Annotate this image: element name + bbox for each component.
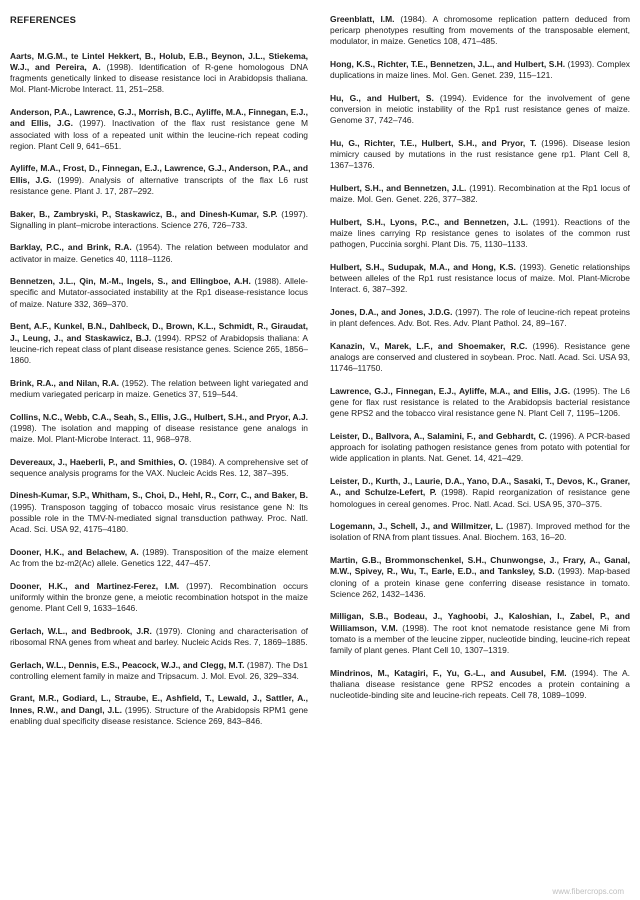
reference-details: (1991). Reactions of the maize lines carrying Rp resistance genes to isolates of the common rust pathogen, Puccinia sorghi. Plant Dis. 75, 1130–1133. [330,217,630,250]
reference-authors: Baker, B., Zambryski, P., Staskawicz, B., and Dinesh-Kumar, S.P. [10,208,278,219]
reference-authors: Barklay, P.C., and Brink, R.A. [10,242,132,253]
reference-authors: Milligan, S.B., Bodeau, J., Yaghoobi, J., Kaloshian, I., Zabel, P., and Williamson, V.M. [330,611,630,633]
reference-details: (1999). Analysis of alternative transcripts of the flax L6 rust resistance gene. Plant J. 17, 287–292. [10,174,308,196]
reference-authors: Martin, G.B., Brommonschenkel, S.H., Chunwongse, J., Frary, A., Ganal, M.W., Spivey, R., Wu, T., Earle, E.D., and Tanksley, S.D. [330,555,630,577]
reference-entry [330,217,630,250]
reference-details: (1979). Cloning and characterisation of ribosomal RNA genes from wheat and barley. Nucleic Acids Res. 7, 1869–1885. [10,625,308,647]
reference-details: (1954). The relation between modulator and activator in maize. Genetics 40, 1118–1126. [10,242,308,264]
reference-details: (1993). Genetic relationships between alleles of the Rp1 rust resistance locus of maize. Mol. Plant-Microbe Interact. 6, 387–392. [330,262,631,295]
reference-entry [10,581,308,614]
reference-entry [10,693,308,726]
reference-entry [10,107,308,152]
reference-entry [330,476,630,509]
reference-authors: Hulbert, S.H., and Bennetzen, J.L. [330,183,467,194]
reference-entry [10,51,308,96]
reference-details: (1994). RPS2 of Arabidopsis thaliana: A leucine-rich repeat class of plant disease resistance genes. Science 265, 1856–1860. [10,332,308,365]
reference-entry [330,14,630,47]
reference-entry [10,163,308,196]
reference-details: (1993). Complex duplications in maize lines. Mol. Gen. Genet. 239, 115–121. [330,59,630,81]
right-column [330,14,630,900]
reference-details: (1997). Inactivation of the flax rust resistance gene M associated with loss of a repeated unit within the leucine-rich repeat coding region. Plant Cell 9, 641–651. [10,118,308,151]
reference-entry [10,490,308,535]
reference-details: (1996). A PCR-based approach for isolating pathogen resistance genes from potato with potential for wide application in plants. Nat. Genet. 14, 421–429. [330,431,630,464]
reference-details: (1996). Resistance gene analogs are conserved and clustered in soybean. Proc. Natl. Acad. Sci. USA 93, 11746–11750. [330,341,630,374]
reference-entry [330,386,630,419]
reference-entry [330,93,630,126]
watermark-text: www.fibercrops.com [552,887,624,896]
reference-authors: Kanazin, V., Marek, L.F., and Shoemaker, R.C. [330,341,528,352]
reference-entry [10,412,308,445]
references-heading: REFERENCES [10,14,77,25]
reference-authors: Jones, D.A., and Jones, J.D.G. [330,307,453,318]
reference-details: (1995). Transposon tagging of tobacco mosaic virus resistance gene N: Its possible role in the TMV-N-mediated signal transduction pathway. Proc. Natl. Acad. Sci. USA 92, 4175–4180. [10,501,308,534]
reference-entry [10,378,308,400]
reference-authors: Leister, D., Kurth, J., Laurie, D.A., Yano, D.A., Sasaki, T., Devos, K., Graner, A., and Schulze-Lefert, P. [330,476,630,498]
reference-details: (1952). The relation between light variegated and medium variegated pericarp in maize. Genetics 37, 519–544. [10,377,309,399]
reference-entry [10,457,308,479]
reference-details: (1989). Transposition of the maize element Ac from the bz-m2(Ac) allele. Genetics 122, 447–457. [10,546,308,568]
reference-authors: Anderson, P.A., Lawrence, G.J., Morrish, B.C., Ayliffe, M.A., Finnegan, E.J., and Ellis, J.G. [10,107,308,129]
left-reference-list [10,51,308,727]
reference-details: (1996). Disease lesion mimicry caused by mutations in the rust resistance gene rp1. Plant Cell 8, 1367–1376. [330,138,630,171]
reference-authors: Brink, R.A., and Nilan, R.A. [10,377,120,388]
reference-authors: Hulbert, S.H., Sudupak, M.A., and Hong, K.S. [330,262,516,273]
left-column [10,14,308,900]
reference-authors: Gerlach, W.L., and Bedbrook, J.R. [10,625,152,636]
reference-details: (1998). The isolation and mapping of disease resistance gene analogs in maize. Mol. Plant-Microbe Interact. 11, 968–978. [10,422,308,444]
reference-details: (1998). Rapid reorganization of resistance gene homologues in cereal genomes. Proc. Natl. Acad. Sci. USA 95, 370–375. [330,487,630,509]
reference-entry [10,626,308,648]
reference-details: (1997). The role of leucine-rich repeat proteins in plant defences. Adv. Bot. Res. Adv. Plant Pathol. 24, 89–167. [330,307,630,329]
reference-authors: Logemann, J., Schell, J., and Willmitzer, L. [330,521,504,532]
reference-entry [10,660,308,682]
reference-details: (1993). Map-based cloning of a protein kinase gene conferring disease resistance in tomato. Science 262, 1432–1436. [330,566,630,599]
reference-authors: Collins, N.C., Webb, C.A., Seah, S., Ellis, J.G., Hulbert, S.H., and Pryor, A.J. [10,411,308,422]
reference-details: (1998). Identification of R-gene homologous DNA fragments genetically linked to disease resistance loci in Arabidopsis thaliana. Mol. Plant-Microbe Interact. 11, 251–258. [10,62,308,95]
reference-authors: Leister, D., Ballvora, A., Salamini, F., and Gebhardt, C. [330,431,547,442]
reference-entry [330,611,630,656]
reference-entry [330,262,630,295]
reference-entry [330,59,630,81]
right-reference-list [330,14,630,701]
reference-authors: Ayliffe, M.A., Frost, D., Finnegan, E.J., Lawrence, G.J., Anderson, P.A., and Ellis, J.G. [10,163,308,185]
reference-entry [330,555,630,600]
reference-authors: Devereaux, J., Haeberli, P., and Smithies, O. [10,456,188,467]
reference-entry [10,547,308,569]
reference-details: (1998). The root knot nematode resistance gene Mi from tomato is a member of the leucine zipper, nucleotide binding, leucine-rich repeat family of plant genes. Plant Cell 10, 1307–1319. [330,622,630,655]
reference-details: (1984). A chromosome replication pattern deduced from pericarp phenotypes resulting from movements of the transposable element, modulator, in maize. Genetics 108, 471–485. [330,14,630,47]
reference-authors: Hong, K.S., Richter, T.E., Bennetzen, J.L., and Hulbert, S.H. [330,59,566,70]
reference-details: (1991). Recombination at the Rp1 locus of maize. Mol. Gen. Genet. 226, 377–382. [330,183,631,205]
reference-authors: Aarts, M.G.M., te Lintel Hekkert, B., Holub, E.B., Beynon, J.L., Stiekema, W.J., and Pereira, A. [10,51,308,73]
reference-authors: Dooner, H.K., and Martinez-Ferez, I.M. [10,580,180,591]
reference-details: (1997). Recombination occurs uniformly within the bronze gene, a meiotic recombination hotspot in the maize genome. Plant Cell 9, 1633–1646. [10,580,308,613]
reference-authors: Dooner, H.K., and Belachew, A. [10,546,139,557]
reference-details: (1987). The Ds1 controlling element family in maize and Tripsacum. J. Mol. Evol. 26, 329–334. [10,659,308,681]
reference-details: (1997). Signalling in plant–microbe interactions. Science 276, 726–733. [10,208,309,230]
reference-authors: Hu, G., and Hulbert, S. [330,92,434,103]
reference-entry [10,321,308,366]
reference-details: (1988). Allele-specific and Mutator-associated instability at the Rp1 disease-resistance locus of maize. Nature 332, 369–370. [10,276,308,309]
reference-authors: Greenblatt, I.M. [330,14,395,24]
reference-entry [330,138,630,171]
reference-details: (1987). Improved method for the isolation of RNA from plant tissues. Anal. Biochem. 163, 16–20. [330,521,630,543]
reference-entry [330,668,630,701]
reference-details: (1995). The L6 gene for flax rust resistance is related to the Arabidopsis bacterial resistance gene RPS2 and the tobacco viral resistance gene N. Plant Cell 7, 1195–1206. [330,386,630,419]
reference-entry [10,209,308,231]
reference-entry [330,431,630,464]
reference-entry [10,276,308,309]
reference-authors: Hu, G., Richter, T.E., Hulbert, S.H., and Pryor, T. [330,138,537,149]
reference-authors: Dinesh-Kumar, S.P., Whitham, S., Choi, D., Hehl, R., Corr, C., and Baker, B. [10,490,308,501]
reference-details: (1984). A comprehensive set of sequence analysis programs for the VAX. Nucleic Acids Res. 12, 387–395. [10,456,308,478]
reference-entry [330,341,630,374]
reference-authors: Gerlach, W.L., Dennis, E.S., Peacock, W.J., and Clegg, M.T. [10,659,245,670]
reference-entry [10,242,308,264]
reference-details: (1994). Evidence for the involvement of gene conversion in meiotic instability of the Rp1 rust resistance genes of maize. Genome 37, 742–746. [330,92,630,126]
reference-entry [330,307,630,329]
reference-entry [330,521,630,543]
reference-entry [330,183,630,205]
reference-details: (1995). Structure of the Arabidopsis RPM1 gene enabling dual specificity disease resistance. Science 269, 843–846. [10,704,308,726]
reference-authors: Bent, A.F., Kunkel, B.N., Dahlbeck, D., Brown, K.L., Schmidt, R., Giraudat, J., Leung, J., and Staskawicz, B.J. [10,321,308,343]
reference-authors: Lawrence, G.J., Finnegan, E.J., Ayliffe, M.A., and Ellis, J.G. [330,386,571,397]
reference-authors: Grant, M.R., Godiard, L., Straube, E., Ashfield, T., Lewald, J., Sattler, A., Innes, R.W., and Dangl, J.L. [10,693,308,715]
reference-details: (1994). The A. thaliana disease resistance gene RPS2 encodes a protein containing a nucleotide-binding site and leucine-rich repeats. Cell 78, 1089–1099. [330,667,630,700]
reference-authors: Hulbert, S.H., Lyons, P.C., and Bennetzen, J.L. [330,217,529,227]
reference-authors: Bennetzen, J.L., Qin, M.-M., Ingels, S., and Ellingboe, A.H. [10,276,251,287]
reference-authors: Mindrinos, M., Katagiri, F., Yu, G.-L., and Ausubel, F.M. [330,667,567,678]
